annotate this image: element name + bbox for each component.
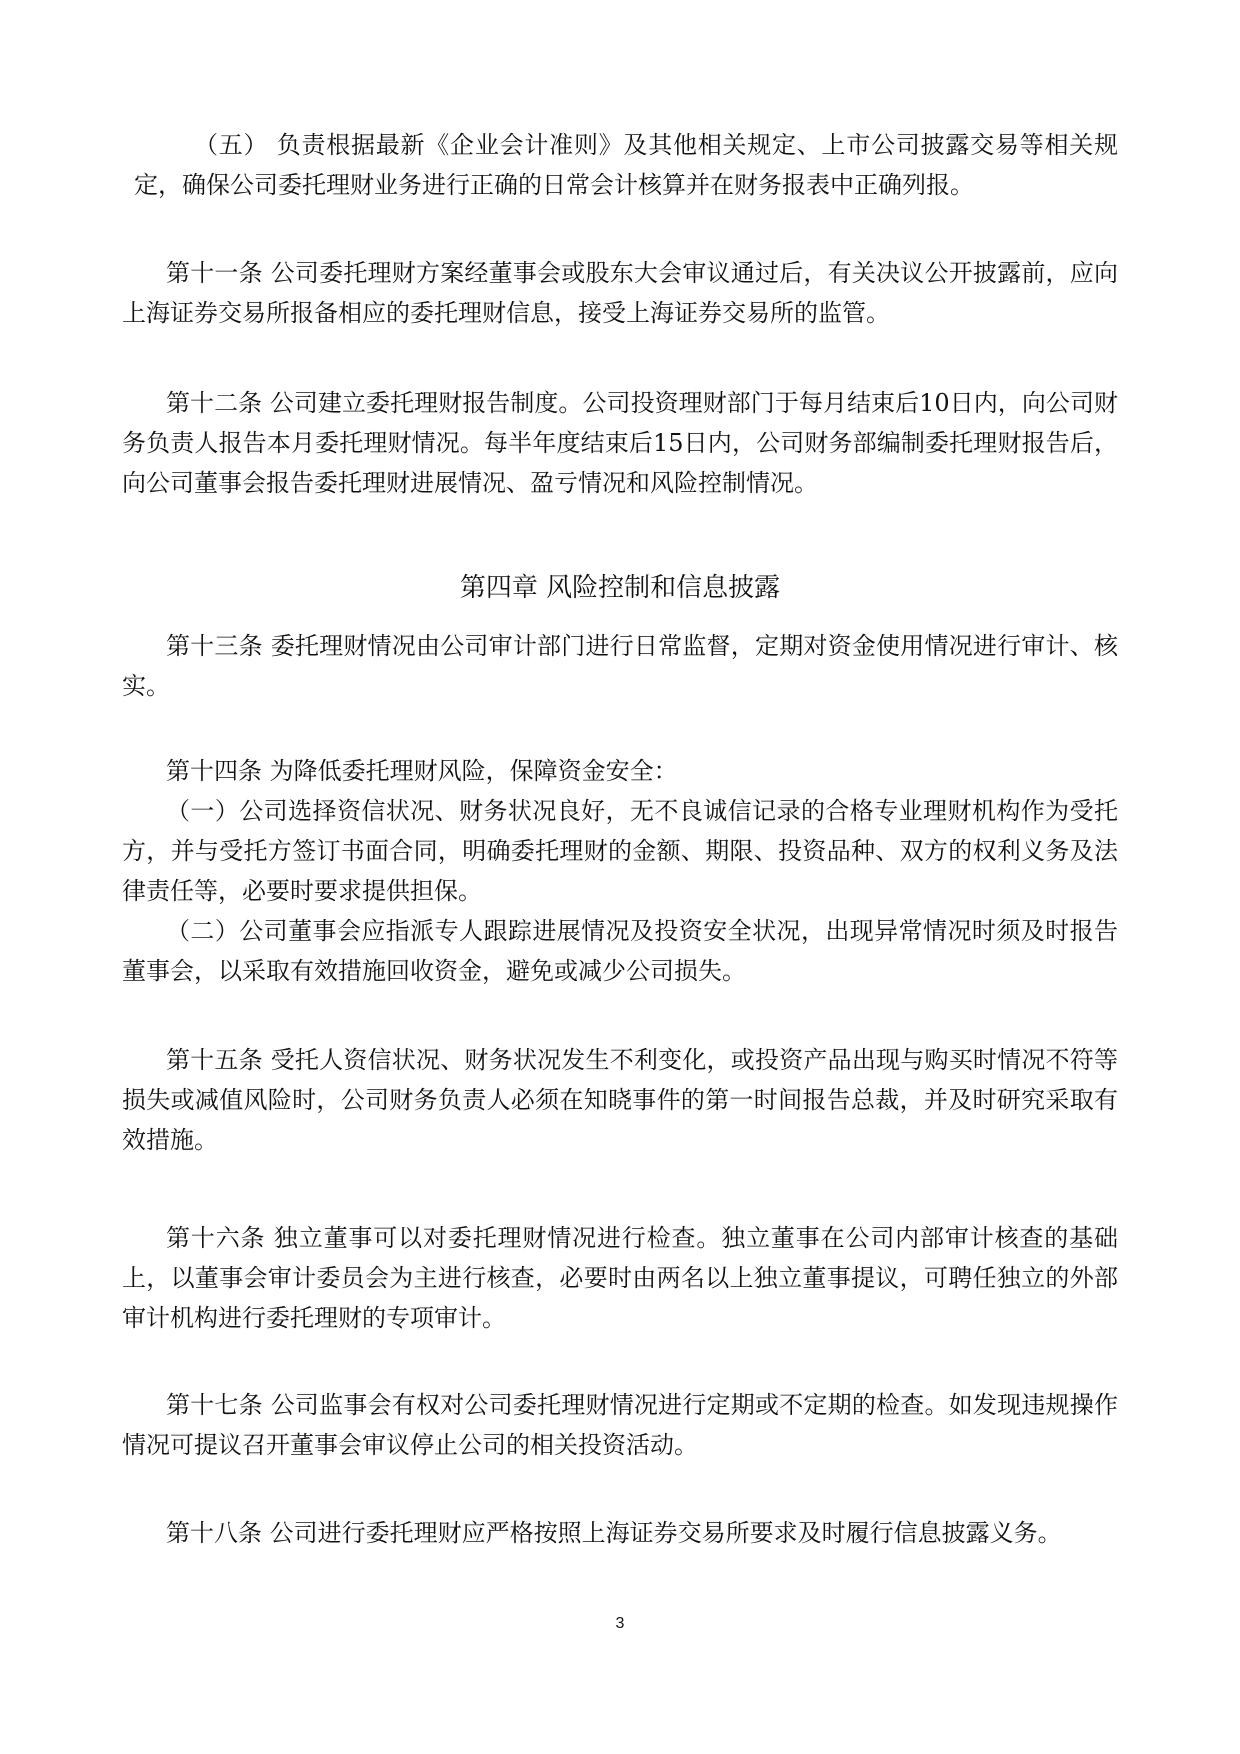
article-11: 第十一条 公司委托理财方案经董事会或股东大会审议通过后，有关决议公开披露前，应向上海证券交易所报备相应的委托理财信息，接受上海证券交易所的监管。 [122,259,1118,327]
article-17: 第十七条 公司监事会有权对公司委托理财情况进行定期或不定期的检查。如发现违规操作情况可提议召开董事会审议停止公司的相关投资活动。 [122,1391,1118,1459]
article-15: 第十五条 受托人资信状况、财务状况发生不利变化，或投资产品出现与购买时情况不符等损失或减值风险时，公司财务负责人必须在知晓事件的第一时间报告总裁，并及时研究采取有效措施。 [122,1046,1118,1154]
article-14-item-1: （一）公司选择资信状况、财务状况良好，无不良诚信记录的合格专业理财机构作为受托方，并与受托方签订书面合同，明确委托理财的金额、期限、投资品种、双方的权利义务及法律责任等，必要时要求提供担保。 [122,797,1118,905]
article-14-item-2: （二）公司董事会应指派专人跟踪进展情况及投资安全状况，出现异常情况时须及时报告董事会，以采取有效措施回收资金，避免或减少公司损失。 [122,917,1118,985]
item-five: （五） 负责根据最新《企业会计准则》及其他相关规定、上市公司披露交易等相关规定，确保公司委托理财业务进行正确的日常会计核算并在财务报表中正确列报。 [134,131,1118,199]
page-number: 3 [615,1615,625,1632]
article-14: 第十四条 为降低委托理财风险，保障资金安全： [166,757,678,785]
article-13: 第十三条 委托理财情况由公司审计部门进行日常监督，定期对资金使用情况进行审计、核实。 [122,632,1118,700]
article-16: 第十六条 独立董事可以对委托理财情况进行检查。独立董事在公司内部审计核查的基础上，以董事会审计委员会为主进行核查，必要时由两名以上独立董事提议，可聘任独立的外部审计机构进行委托理财的专项审计。 [122,1224,1118,1332]
chapter-heading: 第四章 风险控制和信息披露 [459,573,781,603]
article-12: 第十二条 公司建立委托理财报告制度。公司投资理财部门于每月结束后10日内，向公司财务负责人报告本月委托理财情况。每半年度结束后15日内，公司财务部编制委托理财报告后，向公司董事会报告委托理财进展情况、盈亏情况和风险控制情况。 [122,389,1118,497]
article-18: 第十八条 公司进行委托理财应严格按照上海证券交易所要求及时履行信息披露义务。 [166,1519,1062,1547]
